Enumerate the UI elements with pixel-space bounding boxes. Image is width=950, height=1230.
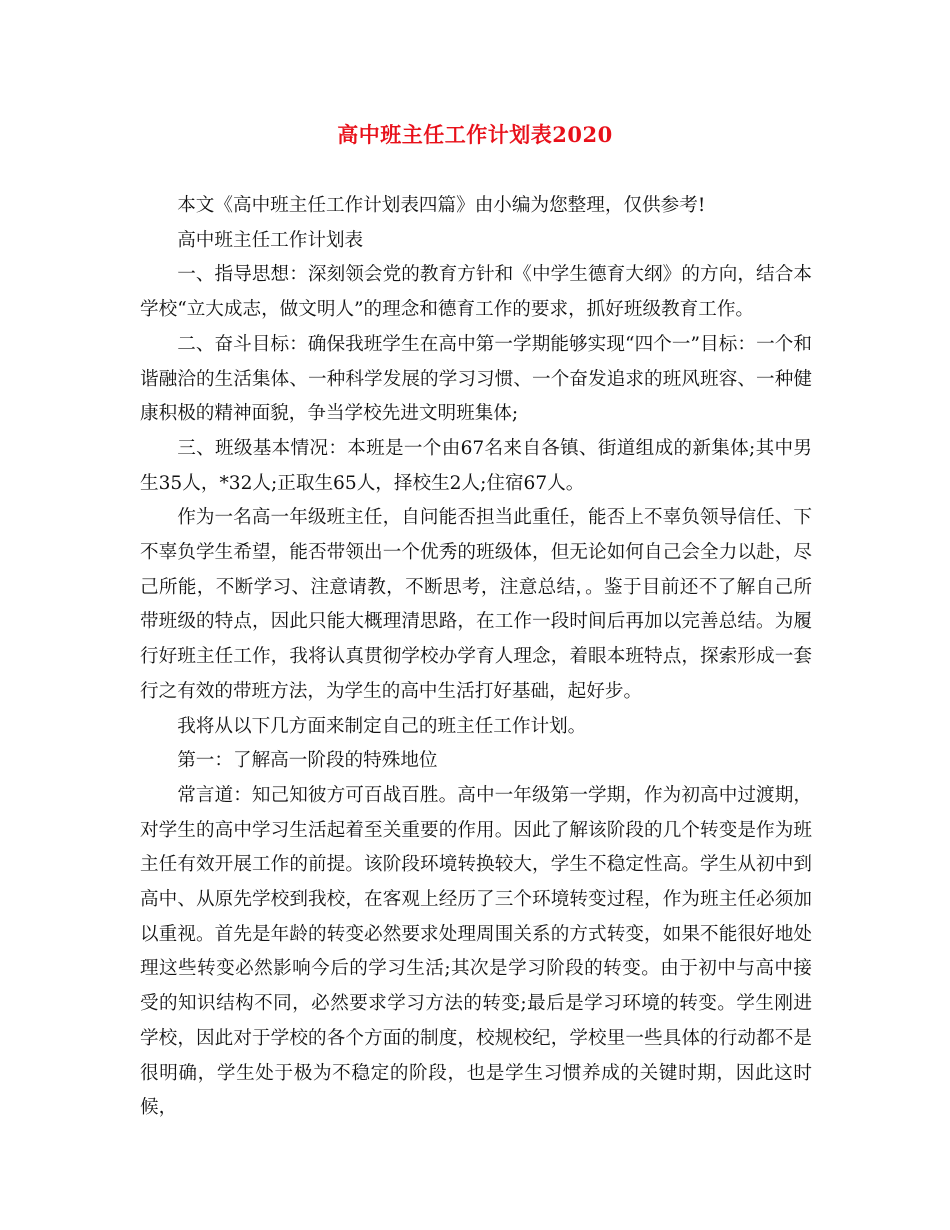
paragraph-goals: 二、奋斗目标：确保我班学生在高中第一学期能够实现“四个一”目标：一个和谐融洽的生活集体、一种科学发展的学习习惯、一个奋发追求的班风班容、一种健康积极的精神面貌，争当学校先进文明班集体; [140,333,812,425]
paragraph-guiding-ideology: 一、指导思想：深刻领会党的教育方针和《中学生德育大纲》的方向，结合本学校“立大成志，做文明人”的理念和德育工作的要求，抓好班级教育工作。 [140,264,812,321]
paragraph-plan-aspects: 我将从以下几方面来制定自己的班主任工作计划。 [177,715,587,737]
paragraph-intro: 本文《高中班主任工作计划表四篇》由小编为您整理，仅供参考! [177,195,706,216]
paragraph-class-situation: 三、班级基本情况：本班是一个由67名来自各镇、街道组成的新集体;其中男生35人，*32人;正取生65人，择校生2人;住宿67人。 [140,437,812,494]
paragraph-transition-period: 常言道：知己知彼方可百战百胜。高中一年级第一学期，作为初高中过渡期，对学生的高中学习生活起着至关重要的作用。因此了解该阶段的几个转变是作为班主任有效开展工作的前提。该阶段环境转换较大，学生不稳定性高。学生从初中到高中、从原先学校到我校，在客观上经历了三个环境转变过程，作为班主任必须加以重视。首先是年龄的转变必然要求处理周围关系的方式转变，如果不能很好地处理这些转变必然影响今后的学习生活;其次是学习阶段的转变。由于初中与高中接受的知识结构不同，必然要求学习方法的转变;最后是学习环境的转变。学生刚进学校，因此对于学校的各个方面的制度，校规校纪，学校里一些具体的行动都不是很明确，学生处于极为不稳定的阶段，也是学生习惯养成的关键时期，因此这时候， [140,784,812,1119]
document-body [140,189,812,1126]
paragraph-teacher-reflection: 作为一名高一年级班主任，自问能否担当此重任，能否上不辜负领导信任、下不辜负学生希望，能否带领出一个优秀的班级体，但无论如何自己会全力以赴，尽己所能，不断学习、注意请教，不断思考，注意总结，。鉴于目前还不了解自己所带班级的特点，因此只能大概理清思路，在工作一段时间后再加以完善总结。为履行好班主任工作，我将认真贯彻学校办学育人理念，着眼本班特点，探索形成一套行之有效的带班方法，为学生的高中生活打好基础，起好步。 [140,507,812,702]
document-title: 高中班主任工作计划表2020 [337,122,613,147]
paragraph-section-first: 第一：了解高一阶段的特殊地位 [177,750,438,772]
paragraph-subtitle: 高中班主任工作计划表 [177,229,364,251]
